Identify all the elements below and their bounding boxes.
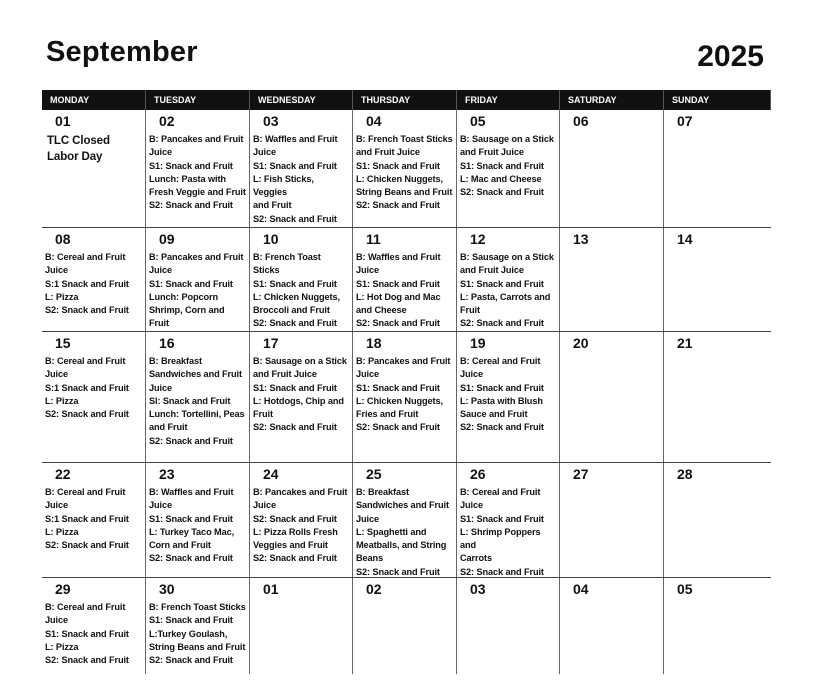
day-cell xyxy=(664,110,771,227)
day-cell xyxy=(42,463,146,577)
day-cell xyxy=(250,110,353,227)
day-number: 21 xyxy=(677,335,693,351)
day-menu: B: Cereal and Fruit Juice S:1 Snack and Fruit L: Pizza S2: Snack and Fruit xyxy=(45,487,129,551)
day-menu: B: Cereal and Fruit Juice S1: Snack and Fruit L: Shrimp Poppers and Carrots S2: Snack and Fruit xyxy=(460,487,544,577)
day-cell xyxy=(42,332,146,462)
day-cell xyxy=(457,578,560,674)
day-cell xyxy=(353,110,457,227)
day-cell xyxy=(560,463,664,577)
day-cell xyxy=(146,578,250,674)
day-cell xyxy=(560,110,664,227)
day-cell xyxy=(353,463,457,577)
day-number: 15 xyxy=(55,335,71,351)
day-cell xyxy=(664,332,771,462)
day-menu: B: Sausage on a Stick and Fruit Juice S1: Snack and Fruit L: Mac and Cheese S2: Snack and Fruit xyxy=(460,134,554,198)
day-cell xyxy=(560,578,664,674)
day-menu: B: Sausage on a Stick and Fruit Juice S1: Snack and Fruit L: Hotdogs, Chip and Fruit S2: Snack and Fruit xyxy=(253,356,347,433)
day-menu: B: Cereal and Fruit Juice S1: Snack and Fruit L: Pasta with Blush Sauce and Fruit S2: Snack and Fruit xyxy=(460,356,544,433)
weekday-label: TUESDAY xyxy=(146,90,250,110)
day-number: 27 xyxy=(573,466,589,482)
day-number: 25 xyxy=(366,466,382,482)
day-menu: B: Pancakes and Fruit Juice S2: Snack and Fruit L: Pizza Rolls Fresh Veggies and Fruit S2: Snack and Fruit xyxy=(253,487,348,564)
day-cell xyxy=(250,332,353,462)
day-cell xyxy=(353,332,457,462)
day-number: 24 xyxy=(263,466,279,482)
day-number: 14 xyxy=(677,231,693,247)
day-number: 03 xyxy=(470,581,486,597)
day-menu: B: Waffles and Fruit Juice S1: Snack and Fruit L: Hot Dog and Mac and Cheese S2: Snack and Fruit xyxy=(356,252,441,329)
day-cell xyxy=(250,463,353,577)
day-cell xyxy=(457,332,560,462)
day-cell xyxy=(42,578,146,674)
day-number: 16 xyxy=(159,335,175,351)
day-menu: B: French Toast Sticks S1: Snack and Fruit L:Turkey Goulash, String Beans and Fruit S2: Snack and Fruit xyxy=(149,602,246,666)
day-number: 01 xyxy=(263,581,279,597)
day-number: 11 xyxy=(366,231,381,247)
day-number: 13 xyxy=(573,231,589,247)
day-cell xyxy=(146,110,250,227)
day-cell xyxy=(560,332,664,462)
day-number: 29 xyxy=(55,581,71,597)
day-cell xyxy=(353,228,457,331)
day-cell xyxy=(457,110,560,227)
day-number: 22 xyxy=(55,466,71,482)
day-number: 04 xyxy=(366,113,382,129)
day-menu: B: French Toast Sticks S1: Snack and Fruit L: Chicken Nuggets, Broccoli and Fruit S2: Snack and Fruit xyxy=(253,252,340,329)
day-number: 19 xyxy=(470,335,486,351)
day-number: 05 xyxy=(470,113,486,129)
month-title: September xyxy=(46,36,198,68)
day-number: 10 xyxy=(263,231,279,247)
day-menu: B: Pancakes and Fruit Juice S1: Snack and Fruit Lunch: Pasta with Fresh Veggie and Fruit S2: Snack and Fruit xyxy=(149,134,246,211)
day-note: TLC Closed Labor Day xyxy=(47,135,110,163)
day-cell xyxy=(560,228,664,331)
weekday-label: THURSDAY xyxy=(353,90,457,110)
week-row xyxy=(42,110,771,228)
day-number: 18 xyxy=(366,335,382,351)
week-row xyxy=(42,228,771,332)
weekday-label: SATURDAY xyxy=(560,90,664,110)
day-number: 07 xyxy=(677,113,693,129)
day-menu: B: French Toast Sticks and Fruit Juice S1: Snack and Fruit L: Chicken Nuggets, String Beans and Fruit S2: Snack and Fruit xyxy=(356,134,453,211)
day-number: 09 xyxy=(159,231,175,247)
day-number: 30 xyxy=(159,581,175,597)
day-number: 23 xyxy=(159,466,175,482)
day-number: 01 xyxy=(55,113,71,129)
day-number: 03 xyxy=(263,113,279,129)
week-row xyxy=(42,463,771,578)
day-cell xyxy=(42,110,146,227)
day-number: 12 xyxy=(470,231,486,247)
day-cell xyxy=(664,578,771,674)
weekday-label: SUNDAY xyxy=(664,90,771,110)
day-cell xyxy=(146,332,250,462)
weekday-label: FRIDAY xyxy=(457,90,560,110)
week-row xyxy=(42,332,771,463)
day-menu: B: Waffles and Fruit Juice S1: Snack and Fruit L: Fish Sticks, Veggies and Fruit S2: Snack and Fruit xyxy=(253,134,338,224)
day-cell xyxy=(457,228,560,331)
day-menu: B: Pancakes and Fruit Juice S1: Snack and Fruit L: Chicken Nuggets, Fries and Fruit S2: Snack and Fruit xyxy=(356,356,451,433)
day-menu: B: Waffles and Fruit Juice S1: Snack and Fruit L: Turkey Taco Mac, Corn and Fruit S2: Snack and Fruit xyxy=(149,487,235,564)
day-number: 08 xyxy=(55,231,71,247)
day-menu: B: Cereal and Fruit Juice S1: Snack and Fruit L: Pizza S2: Snack and Fruit xyxy=(45,602,129,666)
day-number: 05 xyxy=(677,581,693,597)
year-title: 2025 xyxy=(697,40,764,73)
day-menu: B: Breakfast Sandwiches and Fruit Juice L: Spaghetti and Meatballs, and String Beans S2: Snack and Fruit xyxy=(356,487,449,577)
day-cell xyxy=(146,463,250,577)
day-cell xyxy=(250,228,353,331)
day-cell xyxy=(42,228,146,331)
day-number: 02 xyxy=(366,581,382,597)
day-number: 20 xyxy=(573,335,589,351)
day-menu: B: Breakfast Sandwiches and Fruit Juice Sl: Snack and Fruit Lunch: Tortellini, Peas and Fruit S2: Snack and Fruit xyxy=(149,356,245,446)
day-menu: B: Pancakes and Fruit Juice S1: Snack and Fruit Lunch: Popcorn Shrimp, Corn and Fruit xyxy=(149,252,244,329)
day-cell xyxy=(146,228,250,331)
day-number: 02 xyxy=(159,113,175,129)
day-cell xyxy=(457,463,560,577)
week-row xyxy=(42,578,771,674)
day-menu: B: Cereal and Fruit Juice S:1 Snack and Fruit L: Pizza S2: Snack and Fruit xyxy=(45,252,129,316)
weekday-label: WEDNESDAY xyxy=(250,90,353,110)
day-number: 06 xyxy=(573,113,589,129)
weekday-header xyxy=(42,90,771,110)
day-cell xyxy=(250,578,353,674)
day-number: 04 xyxy=(573,581,589,597)
day-number: 26 xyxy=(470,466,486,482)
calendar-grid xyxy=(42,90,771,674)
day-menu: B: Cereal and Fruit Juice S:1 Snack and Fruit L: Pizza S2: Snack and Fruit xyxy=(45,356,129,420)
day-cell xyxy=(664,228,771,331)
day-menu: B: Sausage on a Stick and Fruit Juice S1: Snack and Fruit L: Pasta, Carrots and Fruit S2: Snack and Fruit xyxy=(460,252,554,329)
weekday-label: MONDAY xyxy=(42,90,146,110)
day-cell xyxy=(353,578,457,674)
day-cell xyxy=(664,463,771,577)
day-number: 17 xyxy=(263,335,279,351)
day-number: 28 xyxy=(677,466,693,482)
